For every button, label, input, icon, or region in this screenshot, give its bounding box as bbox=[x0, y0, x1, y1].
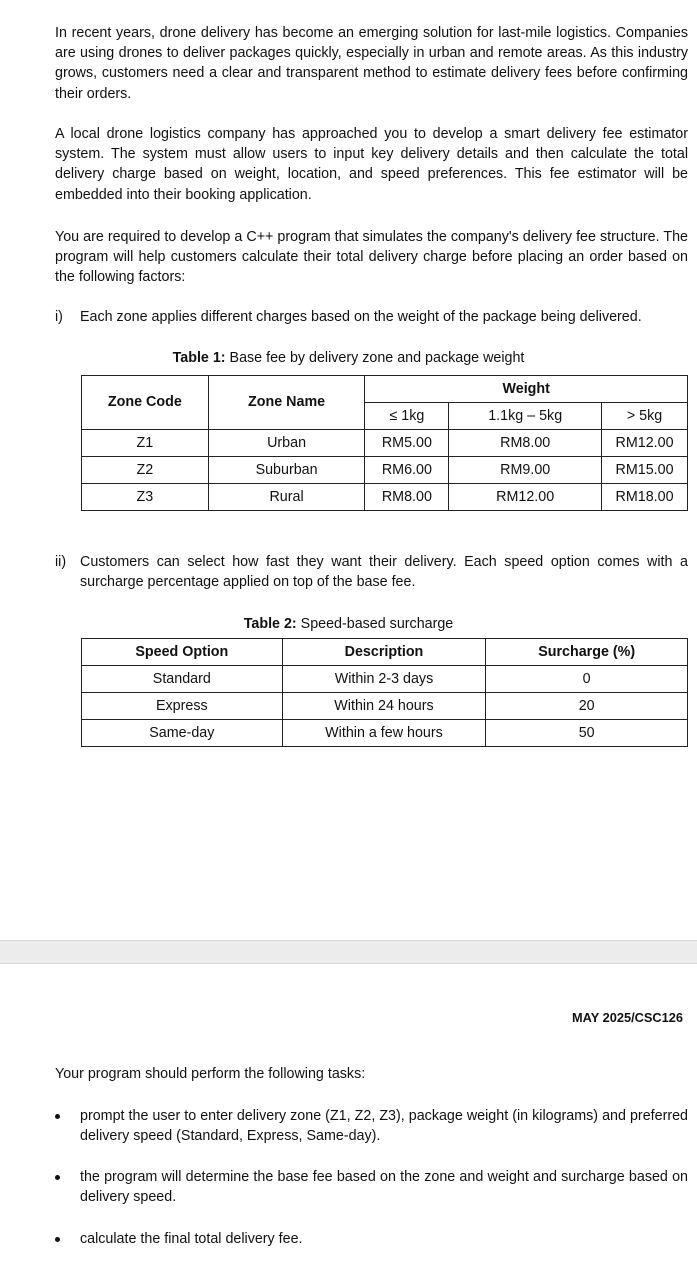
factor-item-2-number: ii) bbox=[55, 554, 67, 570]
header-weight-3: > 5kg bbox=[602, 403, 688, 430]
description-cell: Within 2-3 days bbox=[282, 666, 486, 693]
speed-option-cell: Standard bbox=[82, 666, 283, 693]
table-row bbox=[82, 693, 688, 720]
table-1-caption-label: Table 1: bbox=[172, 350, 226, 366]
header-speed-option: Speed Option bbox=[82, 639, 283, 666]
factor-item-1-number: i) bbox=[55, 309, 63, 325]
factor-item-1-text: Each zone applies different charges based on the weight of the package being delivered. bbox=[80, 309, 642, 325]
zone-name-cell: Urban bbox=[208, 430, 365, 457]
task-text: the program will determine the base fee based on the zone and weight and surcharge based on delivery speed. bbox=[80, 1169, 688, 1206]
header-zone-code: Zone Code bbox=[82, 376, 209, 430]
intro-paragraph-3: You are required to develop a C++ program that simulates the company's delivery fee structure. The program will help customers calculate their total delivery charge before placing an order based on the following factors: bbox=[55, 229, 688, 286]
table-2-caption-label: Table 2: bbox=[243, 616, 297, 632]
speed-option-cell: Express bbox=[82, 693, 283, 720]
surcharge-cell: 20 bbox=[486, 693, 688, 720]
zone-code-cell: Z2 bbox=[82, 457, 209, 484]
tasks-intro: Your program should perform the following tasks: bbox=[55, 1066, 366, 1082]
header-surcharge: Surcharge (%) bbox=[486, 639, 688, 666]
surcharge-cell: 0 bbox=[486, 666, 688, 693]
header-weight: Weight bbox=[365, 376, 688, 403]
page-separator bbox=[0, 940, 697, 964]
intro-paragraph-2: A local drone logistics company has approached you to develop a smart delivery fee estimator system. The system must allow users to input key delivery details and then calculate the total delivery charge based on weight, location, and speed preferences. This fee estimator will be embedded into their booking application. bbox=[55, 126, 688, 203]
task-text: prompt the user to enter delivery zone (Z1, Z2, Z3), package weight (in kilograms) and preferred delivery speed (Standard, Express, Same-day). bbox=[80, 1108, 688, 1145]
fee-cell: RM12.00 bbox=[449, 484, 602, 511]
description-cell: Within 24 hours bbox=[282, 693, 486, 720]
description-cell: Within a few hours bbox=[282, 720, 486, 747]
bullet-icon bbox=[55, 1237, 60, 1242]
table-2-caption-text: Speed-based surcharge bbox=[296, 616, 454, 632]
zone-name-cell: Suburban bbox=[208, 457, 365, 484]
course-code-header: MAY 2025/CSC126 bbox=[572, 1010, 683, 1025]
table-row bbox=[82, 457, 688, 484]
bullet-icon bbox=[55, 1175, 60, 1180]
task-text: calculate the final total delivery fee. bbox=[80, 1231, 303, 1247]
bullet-icon bbox=[55, 1114, 60, 1119]
fee-cell: RM18.00 bbox=[602, 484, 688, 511]
fee-cell: RM9.00 bbox=[449, 457, 602, 484]
header-description: Description bbox=[282, 639, 486, 666]
table-row bbox=[82, 720, 688, 747]
fee-cell: RM8.00 bbox=[449, 430, 602, 457]
table-1-caption bbox=[0, 348, 697, 368]
header-weight-2: 1.1kg – 5kg bbox=[449, 403, 602, 430]
fee-cell: RM12.00 bbox=[602, 430, 688, 457]
table-row bbox=[82, 666, 688, 693]
header-weight-1: ≤ 1kg bbox=[365, 403, 449, 430]
speed-surcharge-table bbox=[81, 638, 688, 747]
fee-cell: RM15.00 bbox=[602, 457, 688, 484]
factor-item-2-text: Customers can select how fast they want their delivery. Each speed option comes with a surcharge percentage applied on top of the base fee. bbox=[80, 554, 688, 591]
intro-paragraph-1: In recent years, drone delivery has become an emerging solution for last-mile logistics. Companies are using drones to deliver packages quickly, especially in urban and remote areas. As this industry grows, customers need a clear and transparent method to estimate delivery fees before confirming their orders. bbox=[55, 25, 688, 102]
fee-cell: RM8.00 bbox=[365, 484, 449, 511]
zone-code-cell: Z1 bbox=[82, 430, 209, 457]
page-2 bbox=[0, 964, 697, 1262]
header-zone-name: Zone Name bbox=[208, 376, 365, 430]
table-row bbox=[82, 484, 688, 511]
zone-name-cell: Rural bbox=[208, 484, 365, 511]
fee-cell: RM5.00 bbox=[365, 430, 449, 457]
surcharge-cell: 50 bbox=[486, 720, 688, 747]
table-2-caption bbox=[0, 614, 697, 634]
table-row bbox=[82, 430, 688, 457]
zone-code-cell: Z3 bbox=[82, 484, 209, 511]
speed-option-cell: Same-day bbox=[82, 720, 283, 747]
base-fee-table bbox=[81, 375, 688, 511]
fee-cell: RM6.00 bbox=[365, 457, 449, 484]
table-1-caption-text: Base fee by delivery zone and package weight bbox=[225, 350, 525, 366]
